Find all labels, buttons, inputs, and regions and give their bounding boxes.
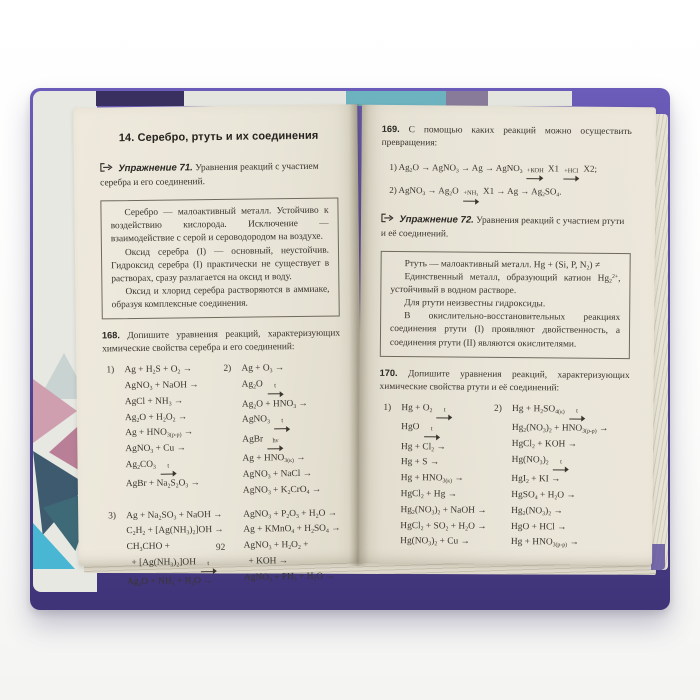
page-right-content [358,105,656,566]
equation-line: $Hg + HNO_{3(р-р)}$ → [510,537,579,549]
equation-line: AgNO$_3$ + $P_2O_3 + H_2O$ → [243,508,338,520]
problem-number: 170. [379,367,398,378]
exercise-text: Уравнения реакций с участием ртути и её соединений. [380,215,625,240]
equation-group-2 [493,402,630,553]
equation-line: AgNO$_3$ + $K_2CrO_4$ → [242,484,322,496]
labeled-arrow: hν [267,438,283,452]
equation-line: AgNO$_3$ + NaCl → [242,468,313,481]
equation-line: AgNO$_3$ + NaOH → [124,380,199,392]
page-right [358,105,656,566]
problem-text: Допишите уравнения реакций, характеризующих химические свойства серебра и его соединений: [102,328,341,355]
labeled-arrow: t [437,407,453,421]
chain-line: 1) $Ag_2O$ → AgNO$_3$ → Ag → AgNO$_3$ +КОН X1 +HCl X2; [389,157,631,183]
labeled-arrow: t [200,561,216,575]
info-paragraph: Для ртути неизвестны гидроксиды. [404,298,546,310]
equation-group-number: 3) [108,510,117,521]
labeled-arrow: t [274,418,290,432]
cover-corner-right [651,544,665,570]
equation-line: $Ag + O_3$ → [241,363,285,375]
problem-168 [102,327,340,357]
transformation-chains [389,157,631,206]
equation-line: HgCl$_2$ + Hg → [400,488,458,501]
problem-text: Допишите уравнения реакций, характеризующих химические свойства ртути и её соединений: [379,368,630,394]
equation-line: $Ag + H_2S + O_2$ → [124,364,193,376]
equation-line: $C_2H_2 + [Ag(NH_3)_2]OH$ → [126,525,224,538]
page-left [73,104,363,589]
exercise-arrow-icon [381,213,394,228]
equation-line: $Ag + HNO_{3(к)}$ → [242,453,306,465]
equation-line: AgNO$_3$ + $H_2O_2$ + [243,540,309,552]
exercise-72 [381,213,631,243]
equation-line: $Ag_2O + H_2O_2$ → [124,412,188,424]
equation-line: AgNO$_3$ t [242,412,341,433]
section-title: 14. Серебро, ртуть и их соединения [118,129,319,145]
equation-line: HgSO$_4$ + $H_2O$ → [511,489,576,502]
equation-group-number: 1) [383,402,392,413]
equation-line: $Hg + Cl_2$ → [400,441,446,453]
problem-text: С помощью каких реакций можно осуществить превращения: [381,125,632,149]
info-paragraph: Оксид и хлорид серебра растворяются в аммиаке, образуя комплексные соединения. [111,284,330,311]
equation-line: $CH_3CHO$ + [126,541,171,553]
info-paragraph: Оксид серебра (I) — основный, неустойчив. Гидроксид серебра (I) практически не существует в растворах, сразу разлагается на оксид и воду. [111,245,330,285]
equation-line: $Hg + H_2SO_{4(к)}$ t [512,402,629,422]
equation-line: HgO + HCl → [510,521,567,533]
equation-line: + $[Ag(NH_3)_2]OH$ t [127,555,226,576]
info-paragraph: В окислительно-восстановительных реакциях соединения ртути (I) проявляют двойственность, а соединения ртути (II) являются окислителями. [389,311,621,350]
equation-line: $Ag_2CO_3$ t [125,457,224,478]
equation-list [400,401,494,551]
equation-grid-168 [106,361,342,501]
equation-line: $Hg(NO_3)_2 + Cu$ → [400,536,470,548]
exercise-label: Упражнение 72. [399,213,474,226]
labeled-arrow: +HCl [563,168,579,182]
equation-line: $Hg_2(NO_3)_2 + HNO_{3(р-р)}$ → [511,423,609,435]
problem-169 [382,123,632,152]
equation-line: $Hg + O_2$ t [401,401,494,421]
equation-line: $Ag + HNO_{3(р-р)}$ → [125,427,194,439]
equation-line: HgCl$_2$ + $SO_2 + H_2O$ → [400,520,487,533]
page-left-content [73,104,363,589]
labeled-arrow: t [424,426,440,440]
equation-list [124,362,225,500]
info-paragraph: Ртуть — малоактивный металл. Hg + (Si, P, $N_2$) ≠ [404,258,601,272]
labeled-arrow: t [267,383,283,397]
equation-line: AgBr + $Na_2S_2O_3$ → [125,478,201,490]
equation-line: $Hg + HNO_{3(к)}$ → [400,473,464,485]
equation-line: $Ag + Na_2SO_3$ + NaOH → [126,509,223,522]
exercise-71 [100,160,338,191]
equation-group-2 [223,361,342,500]
equation-group-number: 2) [494,403,502,414]
labeled-arrow: t [569,408,585,422]
equation-line: HgI$_2$ + KI → [511,474,561,486]
page-number: 92 [215,542,226,553]
equation-line: $Ag_2O + HNO_3$ → [241,398,308,410]
labeled-arrow: +КОН [527,168,544,182]
equation-line: $Hg(NO_3)_2$ t [511,453,628,473]
problem-number: 168. [101,330,120,341]
info-box-silver [100,198,339,320]
info-box-mercury [380,251,631,359]
equation-line: $Ag_2O$ t [242,377,341,398]
equation-group-number: 2) [223,364,232,375]
info-paragraph: Серебро — малоактивный металл. Устойчиво к воздействию кислорода. Исключение — взаимодействие с серой и сероводородом на воздухе. [110,205,329,245]
equation-line: AgNO$_3$ + Cu → [125,443,186,455]
problem-170 [379,367,629,396]
equation-line: $Hg_2(NO_3)_2$ → [511,505,563,517]
equation-list [241,361,342,499]
labeled-arrow: $+NH_3$ [463,191,479,205]
chain-line: 2) AgNO$_3$ → $Ag_2O$ $+NH_3$ $X1 \to Ag \to Ag_2SO_4$. [389,180,631,206]
equation-line: AgBr hν [242,431,341,452]
equation-group-1 [106,362,225,501]
equation-line: $Ag_2O + NH_3 + H_2O$ → [126,576,213,589]
equation-line: HgCl$_2$ + KOH → [511,438,578,451]
equation-line: Hg + S → [400,457,440,468]
equation-grid-170 [382,401,629,553]
equation-list [511,402,630,552]
equation-group-1 [382,401,494,551]
exercise-text: Уравнения реакций с участием серебра и его соединений. [100,161,319,189]
info-paragraph: Единственный металл, образующий катион $Hg_2^{2+}$, устойчивый в водном растворе. [390,271,621,297]
equation-group-number: 1) [106,365,115,376]
labeled-arrow: t [160,464,176,478]
labeled-arrow: t [553,459,569,473]
equation-line: $Hg_2(NO_3)_2$ + NaOH → [400,504,487,517]
equation-line: HgO t [401,420,494,440]
equation-line: AgCl + $NH_3$ → [124,396,184,408]
equation-line: AgNO$_3$ + $PH_3 + H_2O$ → [243,571,335,583]
exercise-arrow-icon [100,162,113,177]
equation-line: + KOH → [243,556,289,567]
equation-line: Ag + KMnO$_4$ + $H_2SO_4$ → [243,523,341,536]
exercise-label: Упражнение 71. [118,162,193,175]
problem-number: 169. [381,123,400,135]
